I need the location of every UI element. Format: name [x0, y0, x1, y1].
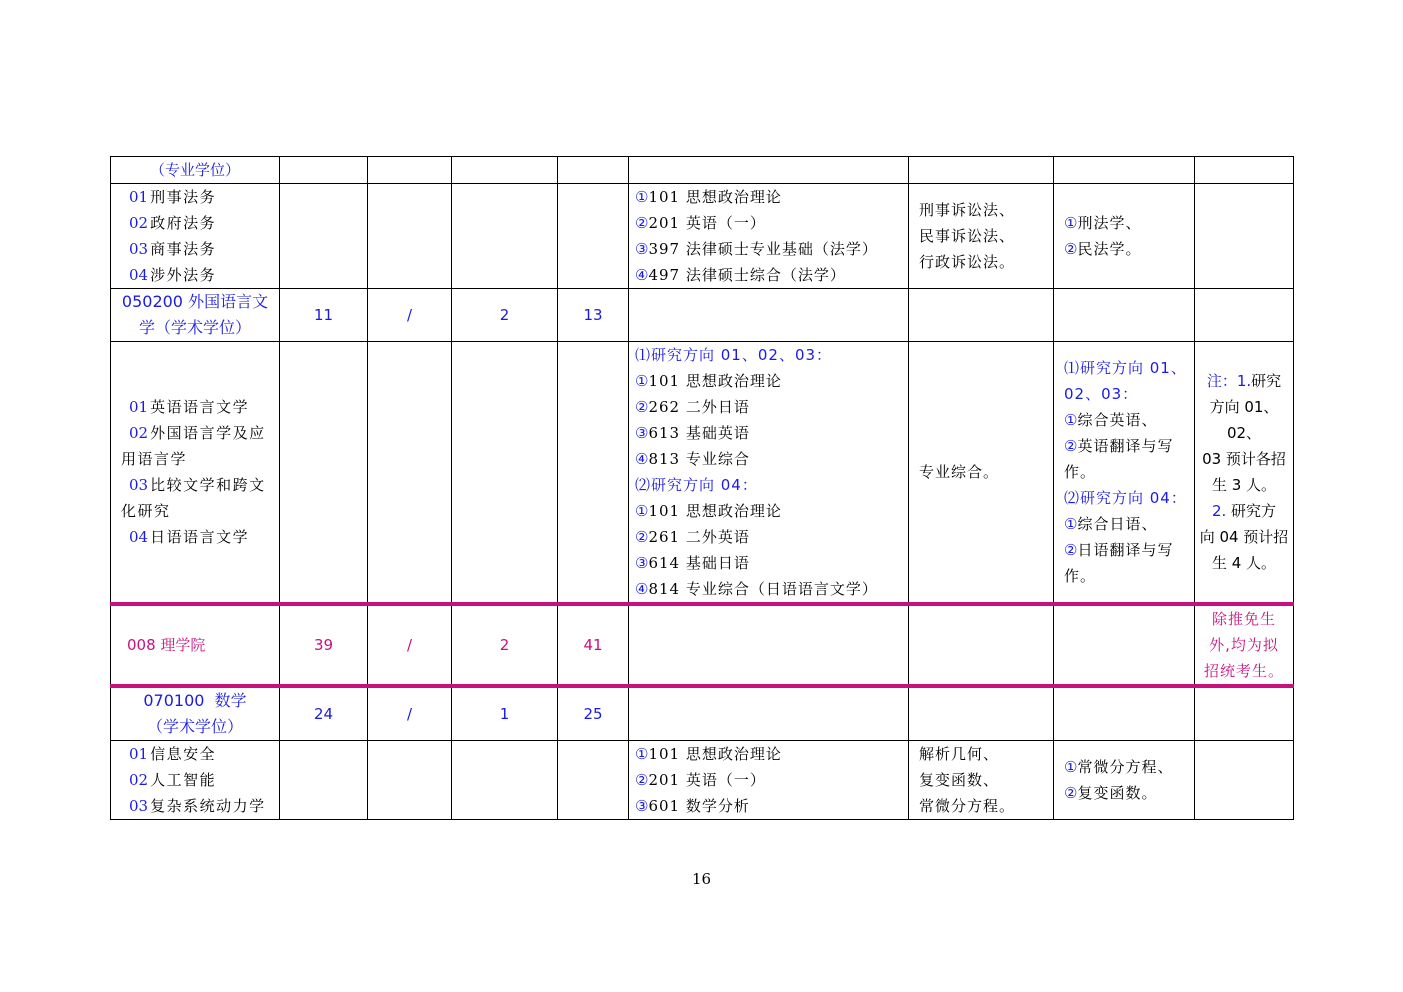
exempt-count: 2: [452, 604, 558, 686]
exam-subjects: [629, 184, 909, 289]
school-name: 008 理学院: [111, 604, 280, 686]
research-directions: [111, 184, 280, 289]
slash-cell: /: [368, 289, 452, 342]
research-directions: 01 信息安全 02 人工智能 03 复杂系统动力学: [111, 741, 280, 820]
additional-subjects: ①常微分方程、 ②复变函数。: [1054, 741, 1195, 820]
exempt-count: 1: [452, 686, 558, 741]
total-count: 41: [558, 604, 629, 686]
additional-subjects: ①刑法学、 ②民法学。: [1054, 184, 1195, 289]
table-row: [111, 342, 1294, 605]
table-row: [111, 157, 1294, 184]
exam-item: ③397 法律硕士专业基础（法学）: [635, 240, 878, 258]
exam-group-header: ⑵研究方向 04：: [635, 476, 758, 494]
table-row: [111, 686, 1294, 741]
table-row: [111, 604, 1294, 686]
page-number: 16: [691, 870, 712, 888]
major-name: 050200 外国语言文 学（学术学位）: [111, 289, 280, 342]
slash-cell: /: [368, 604, 452, 686]
exam-item: ①101 思想政治理论: [635, 188, 782, 206]
exempt-count: 2: [452, 289, 558, 342]
table-row: [111, 741, 1294, 820]
direction-item: 03 商事法务: [129, 240, 217, 258]
table-row: [111, 184, 1294, 289]
exam-subjects: ①101 思想政治理论 ②201 英语（一） ③601 数学分析: [629, 741, 909, 820]
slash-cell: /: [368, 686, 452, 741]
exam-item: ④497 法律硕士综合（法学）: [635, 266, 846, 284]
total-count: 25: [558, 686, 629, 741]
direction-item: 02 政府法务: [129, 214, 217, 232]
exam-item: ②201 英语（一）: [635, 214, 766, 232]
plan-count: 11: [280, 289, 368, 342]
total-count: 13: [558, 289, 629, 342]
research-directions: 01 英语语言文学 02 外国语言学及应 用语言学 03 比较文学和跨文 化研究 04 日语语言文学: [111, 342, 280, 605]
major-name: 070100 数学 （学术学位）: [111, 686, 280, 741]
table-row: [111, 289, 1294, 342]
school-note: 除推免生 外,均为拟 招统考生。: [1195, 604, 1294, 686]
direction-item: 04 涉外法务: [129, 266, 217, 284]
retest-subjects: 专业综合。: [909, 342, 1054, 605]
exam-subjects: ⑴研究方向 01、02、03： ①101 思想政治理论 ②262 二外日语 ③613 基础英语 ④813 专业综合 ⑵研究方向 04： ①101 思想政治理论 ②261 二外英语 ③614 基础日语 ④814 专业综合（日语语言文学）: [629, 342, 909, 605]
retest-subjects: 刑事诉讼法、 民事诉讼法、 行政诉讼法。: [909, 184, 1054, 289]
exam-group-header: ⑴研究方向 01、02、03：: [635, 346, 833, 364]
major-name: （专业学位）: [111, 157, 280, 184]
additional-subjects: ⑴研究方向 01、 02、03： ①综合英语、 ②英语翻译与写 作。 ⑵研究方向 04： ①综合日语、 ②日语翻译与写 作。: [1054, 342, 1195, 605]
enrollment-table: [110, 156, 1294, 820]
plan-count: 24: [280, 686, 368, 741]
direction-item: 01 刑事法务: [129, 188, 217, 206]
remarks-note: 注：1.研究 方向 01、02、 03 预计各招 生 3 人。 2. 研究方 向 04 预计招 生 4 人。: [1195, 342, 1294, 605]
plan-count: 39: [280, 604, 368, 686]
retest-subjects: 解析几何、 复变函数、 常微分方程。: [909, 741, 1054, 820]
